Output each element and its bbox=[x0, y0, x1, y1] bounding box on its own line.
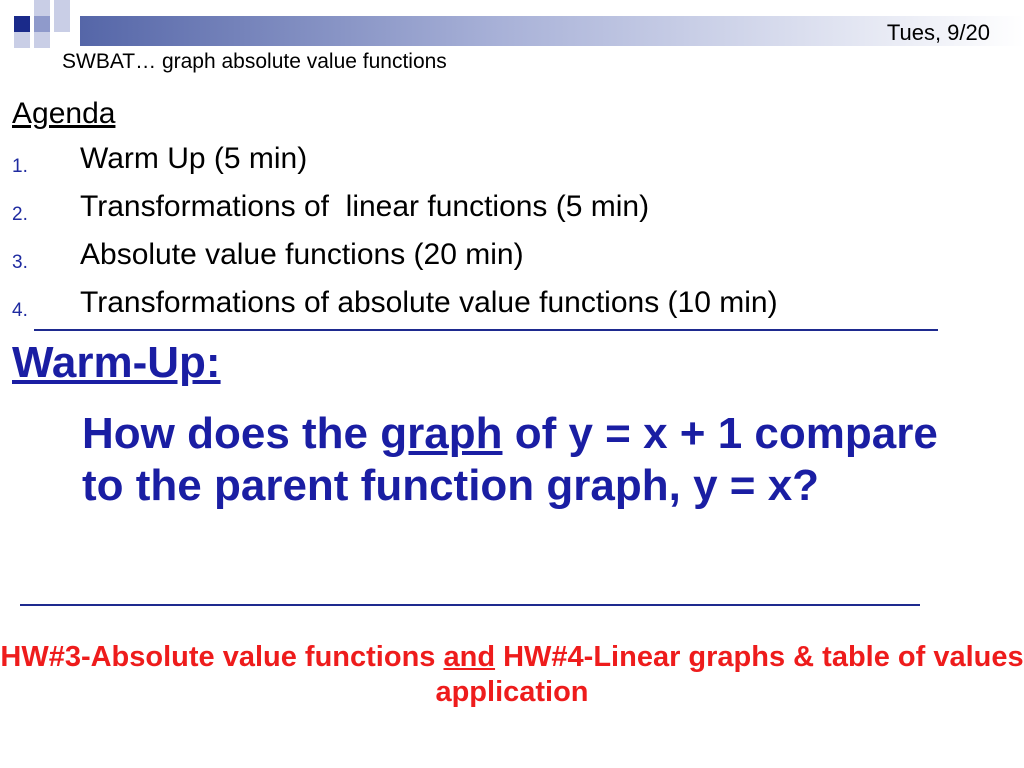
header-gradient-bar bbox=[80, 16, 1024, 46]
agenda-item-number: 3. bbox=[12, 252, 28, 273]
homework-underlined-word: and bbox=[443, 641, 496, 673]
agenda-title: Agenda bbox=[12, 97, 116, 130]
agenda-item-text: Transformations of absolute value functions (10 min) bbox=[80, 286, 778, 319]
agenda-item-number: 2. bbox=[12, 204, 28, 225]
agenda-item-number: 4. bbox=[12, 300, 28, 321]
homework-text bbox=[0, 640, 1024, 710]
swbat-objective: SWBAT… graph absolute value functions bbox=[62, 50, 447, 73]
date-label: Tues, 9/20 bbox=[886, 20, 990, 45]
warmup-question bbox=[82, 408, 982, 512]
agenda-item-text: Warm Up (5 min) bbox=[80, 142, 308, 175]
agenda-item-number: 1. bbox=[12, 156, 28, 177]
question-text-start: How does the bbox=[82, 409, 381, 458]
question-underlined-word: graph bbox=[380, 409, 503, 458]
agenda-item-text: Absolute value functions (20 min) bbox=[80, 238, 524, 271]
corner-decoration bbox=[0, 0, 80, 48]
warmup-title: Warm-Up: bbox=[12, 338, 221, 387]
divider-line bbox=[20, 604, 920, 606]
homework-part1: HW#3-Absolute value functions bbox=[0, 641, 444, 673]
question-text-end: of y = x + 1 compare to the parent function graph, y = x? bbox=[82, 409, 951, 510]
homework-part2: HW#4-Linear graphs & table of values application bbox=[435, 641, 1024, 708]
agenda-item-text: Transformations of linear functions (5 min) bbox=[80, 190, 650, 223]
divider-line bbox=[34, 329, 938, 331]
